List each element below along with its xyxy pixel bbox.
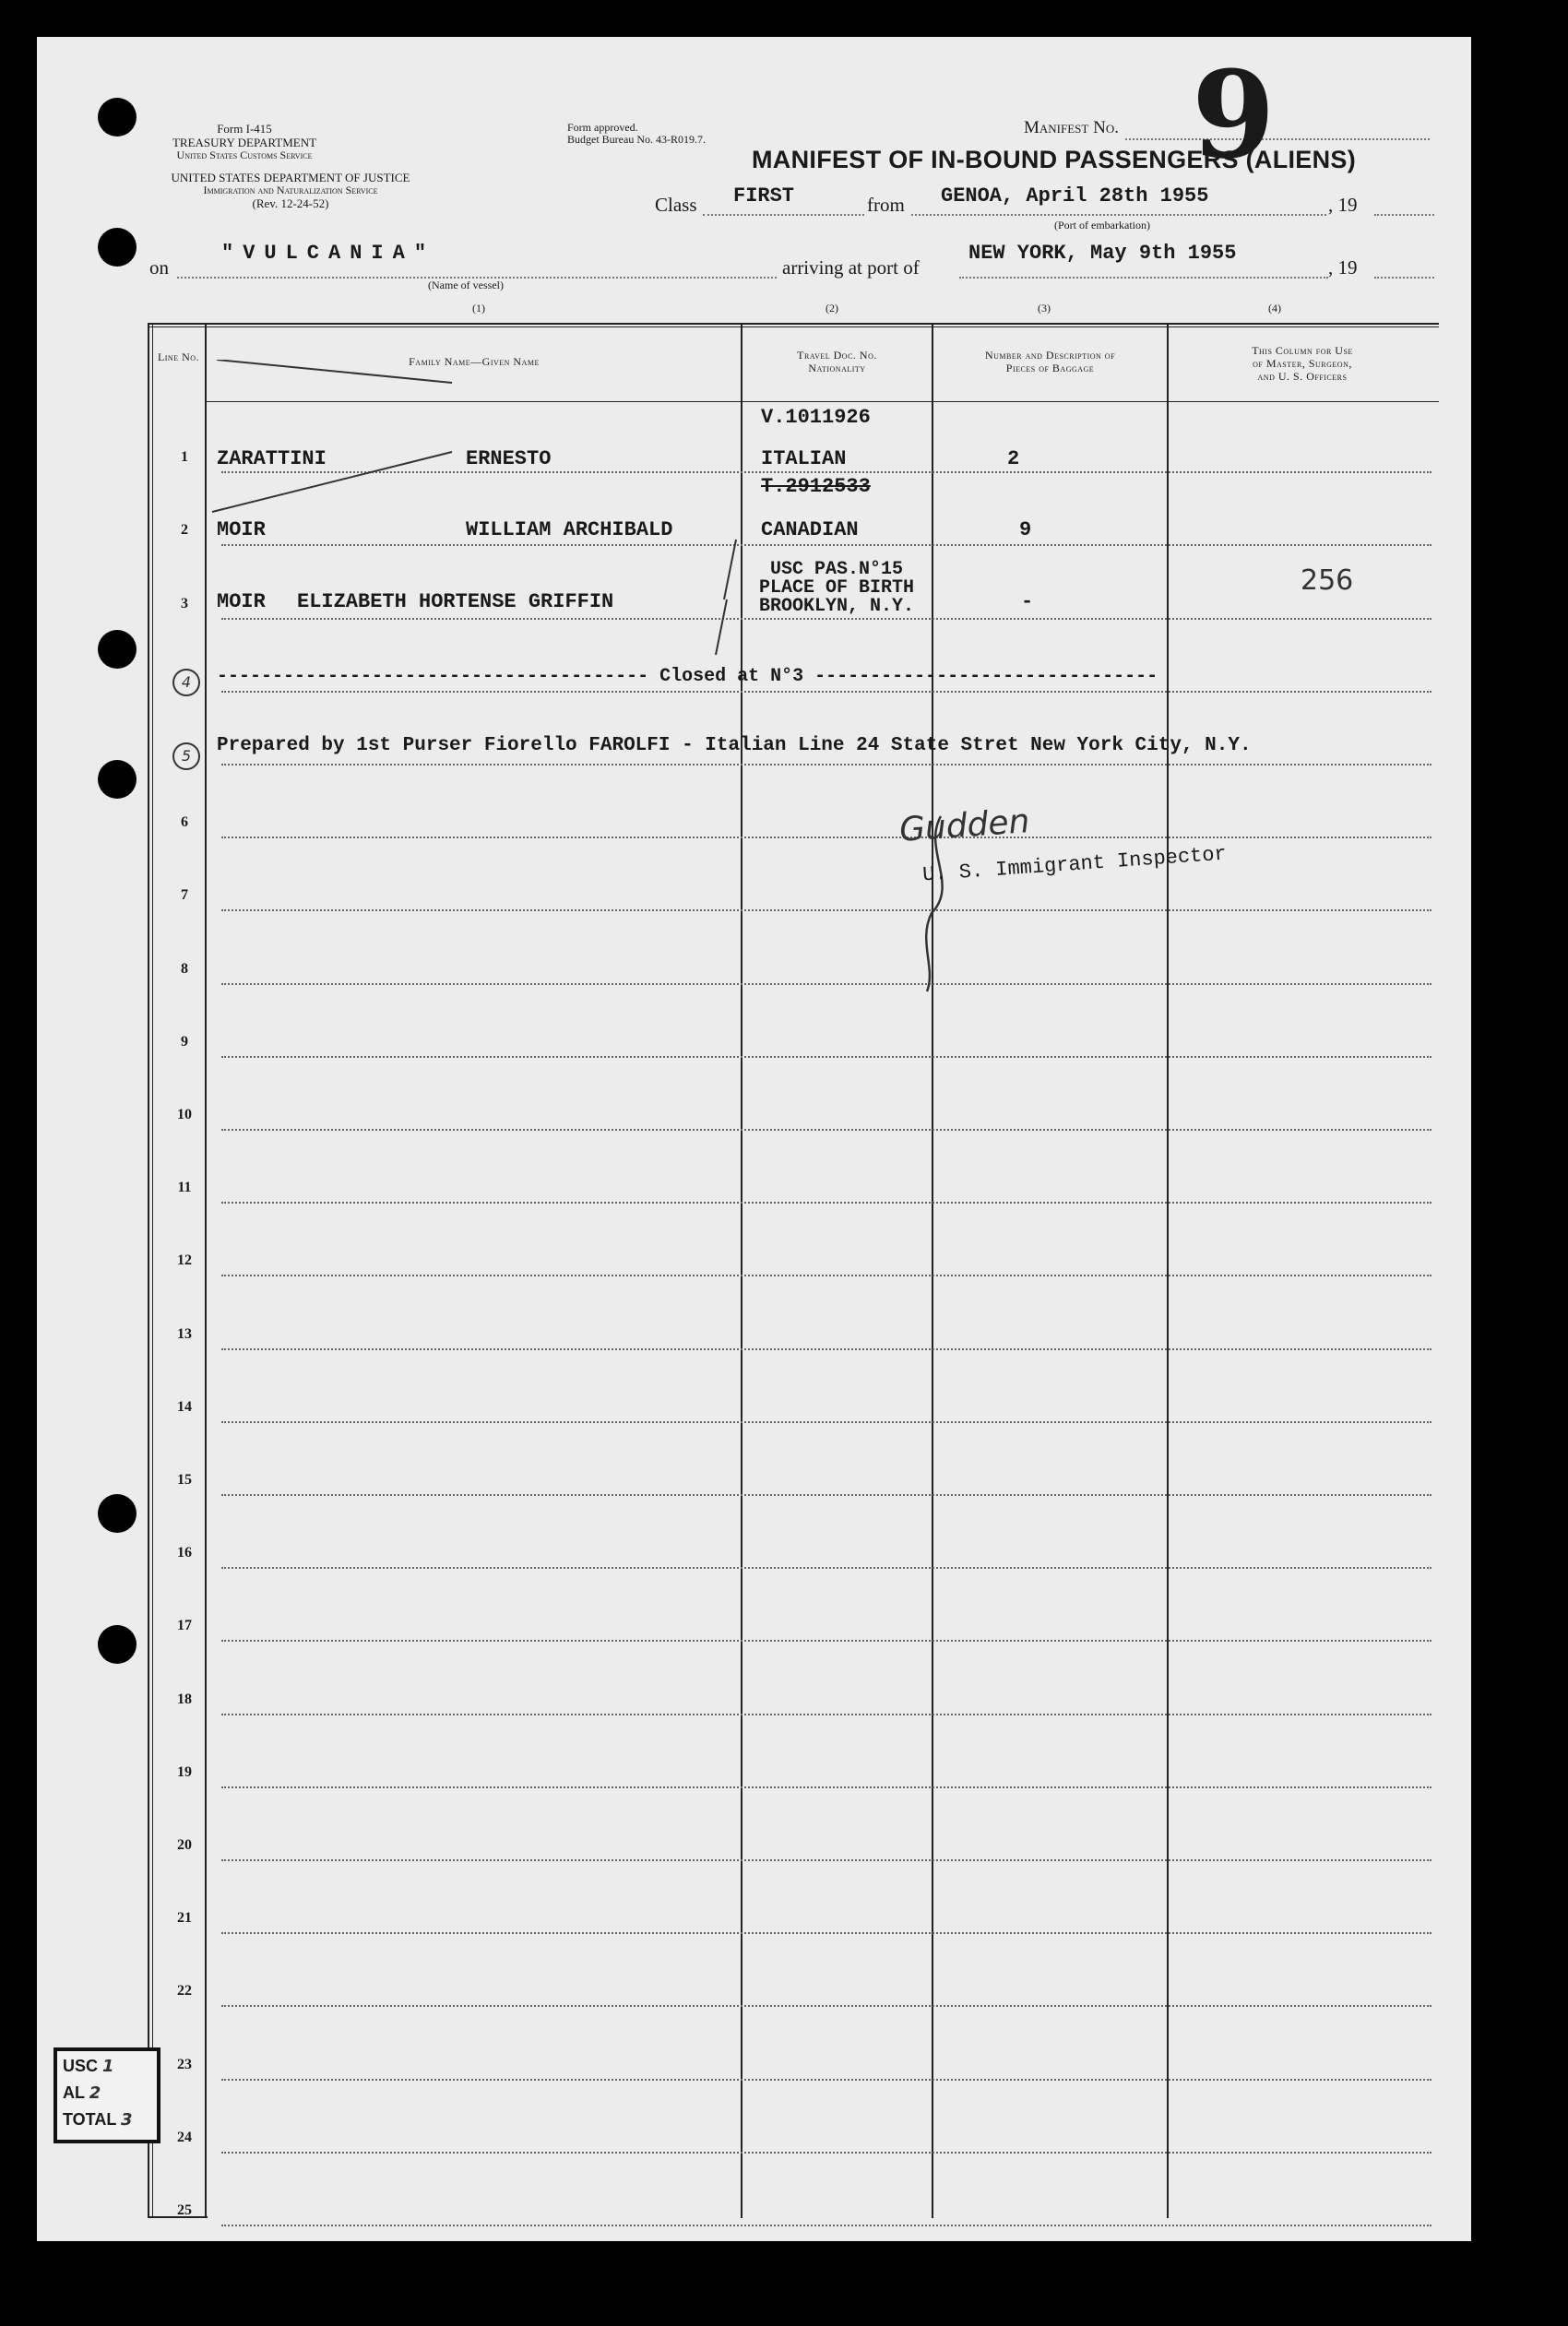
row-line xyxy=(221,909,1431,911)
row-number: 6 xyxy=(181,814,188,831)
justice-label: UNITED STATES DEPARTMENT OF JUSTICE xyxy=(171,171,410,184)
year-label-1: , 19 xyxy=(1328,194,1358,216)
stamp-total-label: TOTAL xyxy=(63,2110,116,2129)
row2-family-name: MOIR xyxy=(217,518,266,541)
row-line xyxy=(221,837,1431,838)
row5-circled-number: 5 xyxy=(172,742,200,770)
row-number: 2 xyxy=(181,522,188,539)
table-top-border xyxy=(148,323,1439,325)
col-header-name: Family Name—Given Name xyxy=(409,355,540,368)
inspector-title: U. S. Immigrant Inspector xyxy=(921,842,1228,887)
year-line-1 xyxy=(1374,214,1434,216)
class-line xyxy=(703,214,864,216)
closed-row xyxy=(217,666,1490,687)
row-line xyxy=(221,691,1431,693)
arriving-line xyxy=(959,277,1328,279)
col-header-baggage-1: Number and Description of xyxy=(984,349,1116,362)
row-line xyxy=(221,1421,1431,1423)
row-line xyxy=(221,1932,1431,1934)
closed-dashes-left: --------------------------------------- xyxy=(217,666,660,687)
row-line xyxy=(221,1056,1431,1058)
revision-label: (Rev. 12-24-52) xyxy=(252,196,329,210)
justice-block xyxy=(138,171,443,210)
binder-hole-3 xyxy=(98,630,137,669)
row-number: 16 xyxy=(177,1545,192,1561)
treasury-label: TREASURY DEPARTMENT xyxy=(172,136,317,149)
row4-circled-number: 4 xyxy=(172,669,200,696)
col-header-line-no: Line No. xyxy=(157,350,200,363)
row-line xyxy=(221,2152,1431,2154)
table-left-border xyxy=(148,323,149,2218)
top-travel-doc: V.1011926 xyxy=(761,406,871,429)
row-number: 10 xyxy=(177,1107,192,1122)
count-stamp xyxy=(53,2047,160,2143)
col-header-travel-doc-2: Nationality xyxy=(808,362,866,374)
row-line xyxy=(221,1786,1431,1788)
stamp-al-label: AL xyxy=(63,2083,85,2102)
stamp-al-row xyxy=(63,2083,101,2103)
closed-text: Closed at N°3 xyxy=(659,666,804,687)
manifest-no-value: 9 xyxy=(1192,44,1276,185)
col-header-officers-2: of Master, Surgeon, xyxy=(1253,357,1352,370)
binder-hole-2 xyxy=(98,228,137,267)
row-line xyxy=(221,1714,1431,1715)
header-agency-block xyxy=(120,122,369,161)
col-number-4: (4) xyxy=(1268,302,1281,314)
prepared-by-row: Prepared by 1st Purser Fiorello FAROLFI - Italian Line 24 State Stret New York City, N.Y. xyxy=(217,735,1252,756)
row-number: 25 xyxy=(177,2202,192,2218)
stamp-total-row xyxy=(63,2110,133,2130)
row-line xyxy=(221,1859,1431,1861)
row-number: 7 xyxy=(181,887,188,904)
port-embarkation-caption: (Port of embarkation) xyxy=(1054,219,1150,231)
manifest-title: MANIFEST OF IN-BOUND PASSENGERS (ALIENS) xyxy=(752,146,1357,173)
row-line xyxy=(221,764,1431,765)
row-number: 3 xyxy=(181,595,188,611)
row1-given-name: ERNESTO xyxy=(466,447,552,470)
row1-family-name: ZARATTINI xyxy=(217,447,327,470)
row3-given-name: ELIZABETH HORTENSE GRIFFIN xyxy=(297,590,614,613)
row-number: 19 xyxy=(177,1763,192,1780)
row1-nationality: ITALIAN xyxy=(761,447,847,470)
arriving-label: arriving at port of xyxy=(782,256,920,279)
col-header-baggage-2: Pieces of Baggage xyxy=(1005,362,1095,374)
vessel-value: "VULCANIA" xyxy=(221,242,436,265)
row-number: 18 xyxy=(177,1691,192,1707)
col-number-1: (1) xyxy=(472,302,485,314)
row-line xyxy=(221,1202,1431,1204)
row-line xyxy=(221,1494,1431,1496)
stamp-total-value: 3 xyxy=(121,2110,133,2130)
row-line xyxy=(221,1348,1431,1350)
on-label: on xyxy=(149,256,169,279)
closed-dashes-right: ------------------------------- xyxy=(803,666,1158,687)
signature-flourish xyxy=(913,812,968,996)
row2-given-name: WILLIAM ARCHIBALD xyxy=(466,518,673,541)
row-number: 15 xyxy=(177,1472,192,1488)
table-left-border-inner xyxy=(152,323,153,2218)
class-label: Class xyxy=(655,194,697,216)
col-number-2: (2) xyxy=(826,302,838,314)
manifest-no-line xyxy=(1125,138,1430,140)
row-number: 21 xyxy=(177,1910,192,1927)
row-number: 8 xyxy=(181,960,188,977)
binder-hole-5 xyxy=(98,1494,137,1533)
row3-doc-line-3: BROOKLYN, N.Y. xyxy=(758,596,915,617)
row-line xyxy=(221,2005,1431,2007)
row-number: 17 xyxy=(177,1618,192,1634)
from-line xyxy=(911,214,1326,216)
stamp-usc-label: USC xyxy=(63,2057,99,2075)
row-line xyxy=(221,1567,1431,1569)
manifest-sheet xyxy=(37,37,1471,2241)
row1-baggage: 2 xyxy=(1007,447,1020,470)
row-number: 14 xyxy=(177,1398,192,1415)
col-header-baggage xyxy=(933,349,1167,374)
year-line-2 xyxy=(1374,277,1434,279)
row3-officer-note: 256 xyxy=(1301,564,1354,597)
binder-hole-6 xyxy=(98,1625,137,1664)
binder-hole-1 xyxy=(98,98,137,136)
row-number: 22 xyxy=(177,1983,192,2000)
row-number: 12 xyxy=(177,1252,192,1269)
immigration-label: Immigration and Naturalization Service xyxy=(203,184,378,196)
row-line xyxy=(221,983,1431,985)
row-number: 13 xyxy=(177,1325,192,1342)
stamp-al-value: 2 xyxy=(89,2083,101,2103)
form-approved xyxy=(567,122,706,146)
row3-doc-line-1: USC PAS.N°15 xyxy=(769,559,904,580)
row-number: 23 xyxy=(177,2056,192,2072)
row3-doc-line-2: PLACE OF BIRTH xyxy=(758,577,915,599)
row-number: 11 xyxy=(177,1180,192,1196)
table-top-border-inner xyxy=(148,326,1439,327)
row-number: 1 xyxy=(181,449,188,466)
handwritten-marks xyxy=(166,360,830,673)
col-header-officers xyxy=(1169,344,1436,383)
row-line xyxy=(221,2079,1431,2081)
manifest-no-label: Manifest No. xyxy=(1024,118,1119,137)
year-label-2: , 19 xyxy=(1328,256,1358,279)
row-line xyxy=(221,1275,1431,1276)
from-value: GENOA, April 28th 1955 xyxy=(941,184,1209,208)
budget-bureau-text: Budget Bureau No. 43-R019.7. xyxy=(567,133,706,146)
row-number: 24 xyxy=(177,2129,192,2145)
class-value: FIRST xyxy=(733,184,795,208)
col-header-officers-1: This Column for Use xyxy=(1252,344,1353,357)
inspector-signature: Gudden xyxy=(897,802,1031,849)
stamp-usc-value: 1 xyxy=(102,2057,114,2076)
col-header-officers-3: and U. S. Officers xyxy=(1257,370,1348,383)
row3-family-name: MOIR xyxy=(217,590,266,613)
col-number-3: (3) xyxy=(1038,302,1051,314)
form-number: Form I-415 xyxy=(217,122,272,136)
row-number: 20 xyxy=(177,1837,192,1853)
row-line xyxy=(221,1129,1431,1131)
row3-baggage: - xyxy=(1021,590,1034,613)
customs-label: United States Customs Service xyxy=(176,148,313,161)
row-line xyxy=(221,2225,1431,2226)
arriving-value: NEW YORK, May 9th 1955 xyxy=(968,242,1237,265)
row2-baggage: 9 xyxy=(1019,518,1032,541)
col-header-travel-doc-1: Travel Doc. No. xyxy=(797,349,877,362)
form-approved-text: Form approved. xyxy=(567,121,638,134)
from-label: from xyxy=(867,194,905,216)
row-number: 9 xyxy=(181,1033,188,1050)
stamp-usc-row xyxy=(63,2057,114,2076)
binder-hole-4 xyxy=(98,760,137,799)
row1-doc2: T.2912533 xyxy=(761,475,871,498)
row2-nationality: CANADIAN xyxy=(761,518,859,541)
vessel-caption: (Name of vessel) xyxy=(428,279,504,291)
row-line xyxy=(221,1640,1431,1642)
